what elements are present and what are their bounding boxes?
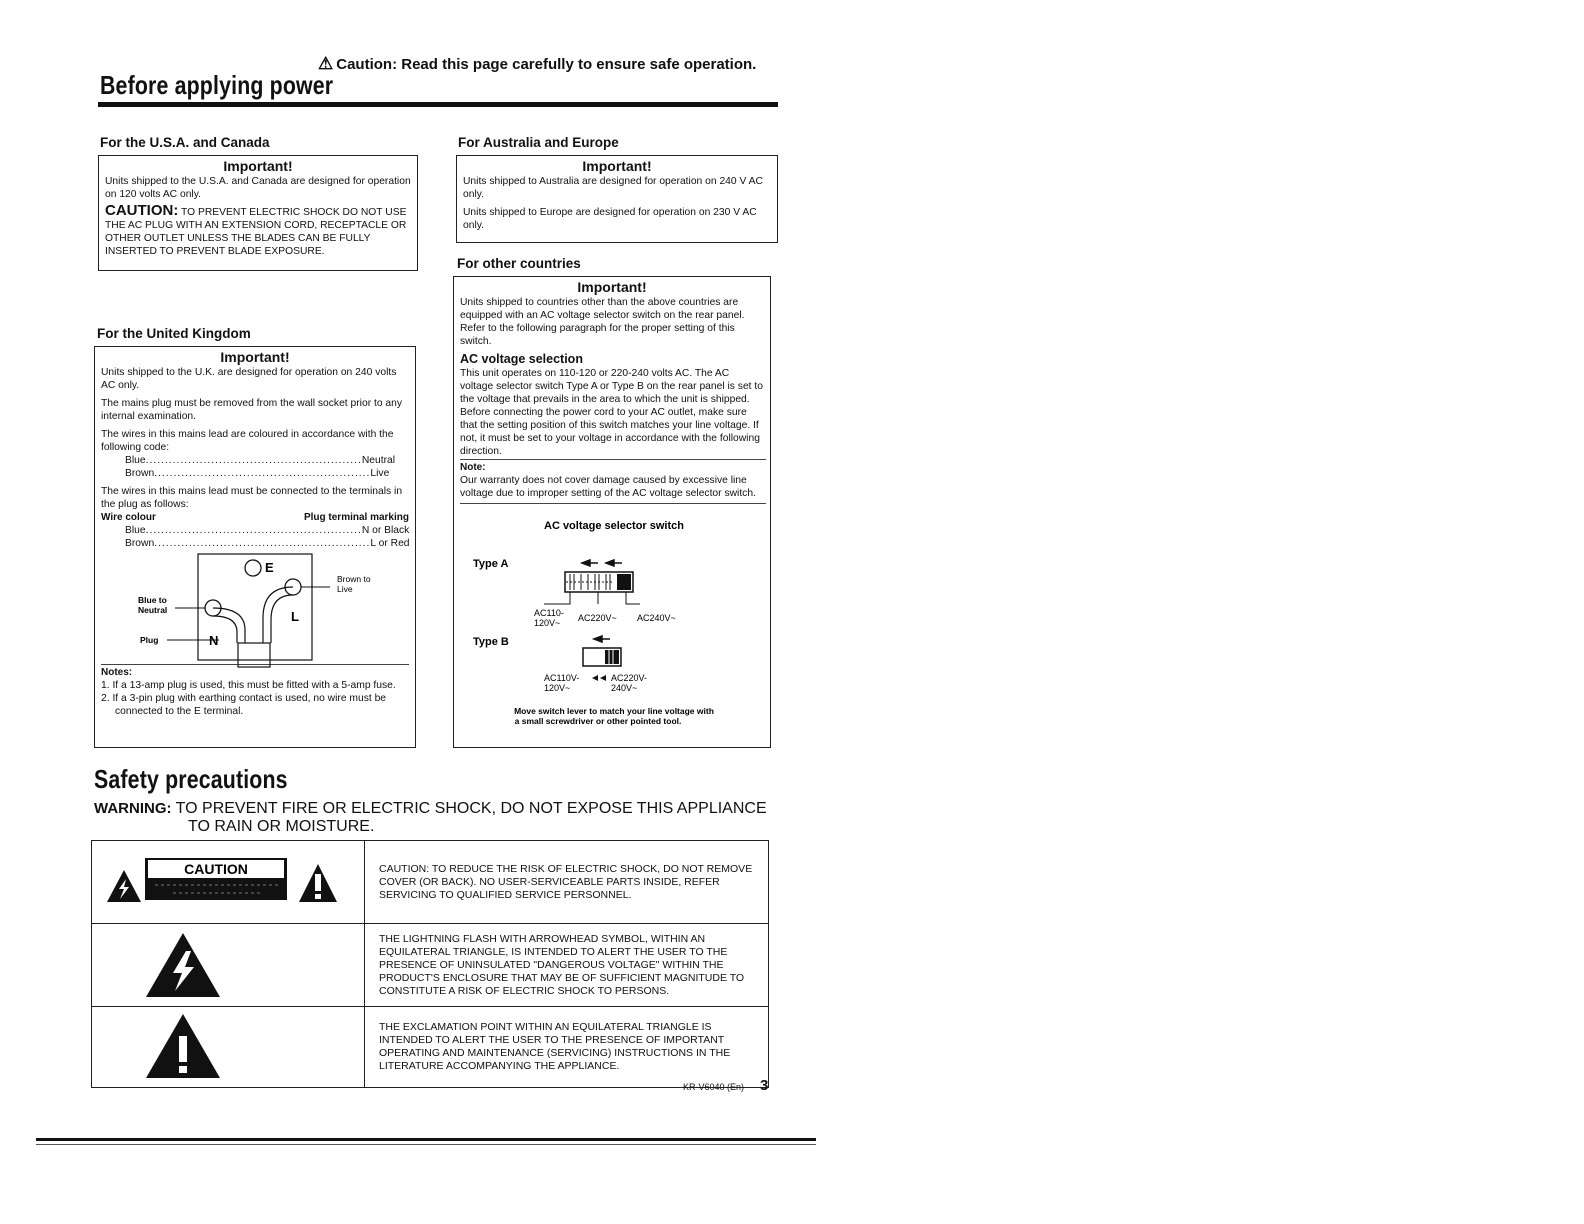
other-heading: For other countries — [457, 256, 581, 271]
lightning-text-cell — [365, 924, 769, 1007]
warning-line2: TO RAIN OR MOISTURE. — [188, 818, 375, 835]
svg-text:240V~: 240V~ — [611, 683, 638, 693]
warning-line1: TO PREVENT FIRE OR ELECTRIC SHOCK, DO NOT EXPOSE THIS APPLIANCE — [175, 800, 767, 817]
uk-code-row: Blue ........................................................ Neutral — [125, 455, 396, 466]
caution-badge: CAUTION — [184, 861, 248, 877]
svg-text:Blue to: Blue to — [138, 595, 167, 605]
svg-text:Live: Live — [337, 584, 353, 594]
exclamation-text-cell — [365, 1007, 769, 1088]
svg-text:120V~: 120V~ — [544, 683, 571, 693]
other-box — [453, 276, 771, 748]
uk-p4: The wires in this mains lead must be connected to the terminals in the plug as follows: — [101, 486, 403, 510]
usa-text: Units shipped to the U.S.A. and Canada are designed for operation on 120 volts AC only. — [105, 176, 411, 200]
page-number: 3 — [760, 1077, 769, 1094]
other-note: Our warranty does not cover damage caused by excessive line voltage due to improper setting of the AC voltage selector switch. — [460, 475, 756, 499]
exclamation-icon — [315, 874, 321, 891]
arrow-both-icon — [592, 675, 606, 681]
ac-selector-diagram — [454, 504, 770, 729]
caution-label-cell — [92, 841, 365, 924]
safety-title: Safety precautions — [94, 764, 288, 794]
uk-p1: Units shipped to the U.K. are designed for operation on 240 volts AC only. — [101, 367, 397, 391]
svg-text:L: L — [291, 609, 299, 624]
lightning-warning-icon — [93, 925, 267, 1001]
svg-text:Neutral: Neutral — [138, 605, 168, 615]
safety-table — [91, 840, 769, 1088]
uk-terminal-row: Blue ........................................................ N or Black — [125, 525, 410, 536]
arrow-left-icon — [582, 560, 598, 566]
caution-text-cell — [365, 841, 769, 924]
svg-text:Brown to: Brown to — [337, 574, 371, 584]
svg-text:AC110-: AC110- — [534, 608, 564, 618]
caution-header — [318, 54, 756, 74]
uk-terminal-row: Brown ........................................................ L or Red — [125, 538, 410, 549]
warning-triangle-icon: ⚠ — [318, 54, 334, 73]
usa-caution-label: CAUTION: — [105, 202, 179, 219]
svg-text:a small screwdriver or other p: a small screwdriver or other pointed tool. — [514, 716, 682, 726]
arrow-left-icon — [594, 636, 610, 642]
svg-text:Move switch lever to match you: Move switch lever to match your line voltage with — [514, 706, 714, 716]
other-important: Important! — [577, 279, 647, 295]
svg-text:Type A: Type A — [473, 558, 509, 570]
svg-text:N: N — [209, 633, 219, 648]
uk-col-plug: Plug terminal marking — [303, 512, 409, 523]
usa-caution-text: TO PREVENT ELECTRIC SHOCK DO NOT USE THE AC PLUG WITH AN EXTENSION CORD, RECEPTACLE OR OTHER OUTLET UNLESS THE BLADES CAN BE FULLY INSERTED TO PREVENT BLADE EXPOSURE. — [105, 207, 407, 257]
uk-code-row: Brown ........................................................ Live — [125, 468, 390, 479]
uk-p3: The wires in this mains lead are coloured in accordance with the following code: — [101, 429, 394, 453]
aus-p2: Units shipped to Europe are designed for operation on 230 V AC only. — [463, 207, 757, 231]
aus-p1: Units shipped to Australia are designed for operation on 240 V AC only. — [463, 176, 763, 200]
svg-text:AC240V~: AC240V~ — [637, 613, 676, 623]
uk-notes-label: Notes: — [101, 667, 133, 678]
uk-plug-diagram — [95, 550, 413, 668]
other-p2: This unit operates on 110-120 or 220-240 volts AC. The AC voltage selector switch Type A or Type B on the rear panel is set to the voltage that prevails in the area to which the unit is shipped. Before connecting the power cord to your AC outlet, make sure that the setting position of this switch matches your line voltage. If not, it must be set to your voltage in accordance with the following direction. — [460, 368, 763, 457]
caution-header-text: Caution: Read this page carefully to ensure safe operation. — [336, 56, 757, 73]
exclamation-warning-icon — [93, 1008, 267, 1082]
svg-text:AC220V~: AC220V~ — [578, 613, 617, 623]
lightning-symbol-cell — [92, 924, 365, 1007]
svg-text:Plug: Plug — [140, 635, 159, 645]
ac-voltage-heading: AC voltage selection — [460, 352, 583, 366]
title-rule — [98, 102, 778, 107]
usa-box — [98, 155, 418, 271]
uk-important: Important! — [220, 349, 290, 365]
uk-box — [94, 346, 416, 748]
svg-text:AC220V-: AC220V- — [611, 673, 648, 683]
arrow-left-icon — [606, 560, 622, 566]
other-note-label: Note: — [460, 462, 486, 473]
safety-warning — [94, 800, 784, 818]
caution-label-graphic — [93, 842, 363, 918]
bottom-rule — [36, 1138, 816, 1141]
uk-note: 1. If a 13-amp plug is used, this must be fitted with a 5-amp fuse. — [101, 680, 396, 691]
aus-box — [456, 155, 778, 243]
safety-row1-text: CAUTION: TO REDUCE THE RISK OF ELECTRIC SHOCK, DO NOT REMOVE COVER (OR BACK). NO USER-SERVICEABLE PARTS INSIDE, REFER SERVICING TO QUALIFIED SERVICE PERSONNEL. — [379, 862, 753, 901]
safety-row2-text: THE LIGHTNING FLASH WITH ARROWHEAD SYMBOL, WITHIN AN EQUILATERAL TRIANGLE, IS INTENDED TO ALERT THE USER TO THE PRESENCE OF UNINSULATED "DANGEROUS VOLTAGE" WITHIN THE PRODUCT'S ENCLOSURE THAT MAY BE OF SUFFICIENT MAGNITUDE TO CONSTITUTE A RISK OF ELECTRIC SHOCK TO PERSONS. — [379, 932, 745, 997]
aus-heading: For Australia and Europe — [458, 135, 619, 150]
other-p1: Units shipped to countries other than the above countries are equipped with an AC voltage selector switch on the rear panel. Refer to the following paragraph for the proper setting of this switch. — [460, 297, 745, 347]
safety-row3-text: THE EXCLAMATION POINT WITHIN AN EQUILATERAL TRIANGLE IS INTENDED TO ALERT THE USER TO THE PRESENCE OF IMPORTANT OPERATING AND MAINTENANCE (SERVICING) INSTRUCTIONS IN THE LITERATURE ACCOMPANYING THE APPLIANCE. — [379, 1021, 731, 1072]
uk-heading: For the United Kingdom — [97, 326, 251, 341]
uk-p2: The mains plug must be removed from the wall socket prior to any internal examination. — [101, 398, 403, 422]
uk-col-wire: Wire colour — [101, 512, 156, 523]
usa-heading: For the U.S.A. and Canada — [100, 135, 270, 150]
warning-label: WARNING: — [94, 800, 172, 817]
bottom-rule-thin — [36, 1144, 816, 1145]
page-title: Before applying power — [100, 70, 334, 100]
svg-text:120V~: 120V~ — [534, 618, 561, 628]
usa-important: Important! — [223, 158, 293, 174]
aus-important: Important! — [582, 158, 652, 174]
svg-text:AC110V-: AC110V- — [544, 673, 580, 683]
earth-terminal-icon — [245, 560, 261, 576]
svg-text:E: E — [265, 560, 274, 575]
model-number: KR-V6040 (En) — [683, 1082, 745, 1092]
uk-note: 2. If a 3-pin plug with earthing contact is used, no wire must be connected to the E terminal. — [101, 693, 387, 717]
exclamation-symbol-cell — [92, 1007, 365, 1088]
svg-text:AC voltage selector switch: AC voltage selector switch — [544, 520, 684, 532]
svg-text:Type B: Type B — [473, 636, 509, 648]
